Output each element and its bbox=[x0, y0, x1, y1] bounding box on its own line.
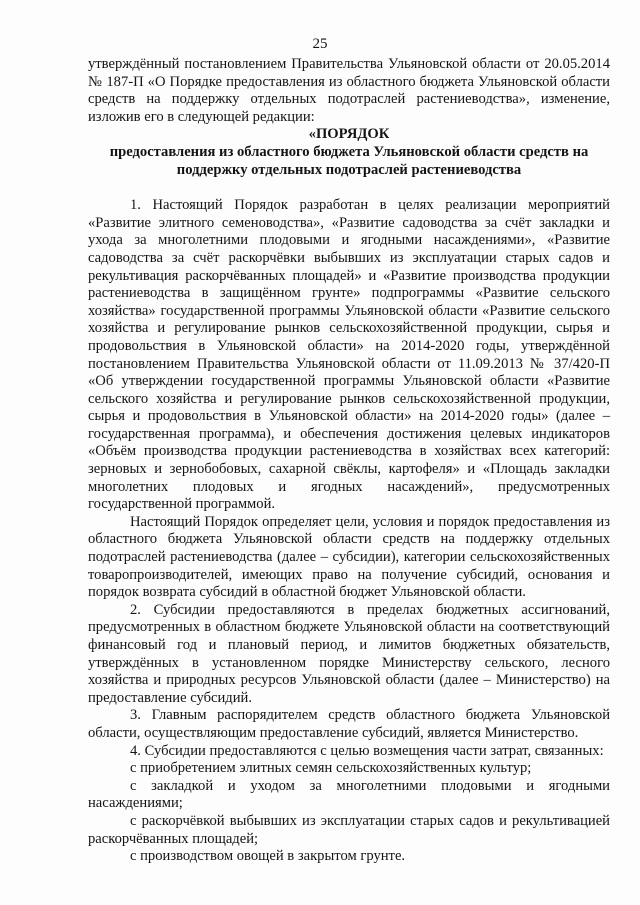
list-item: с производством овощей в закрытом грунте. bbox=[130, 848, 406, 865]
paragraph-2: 2. Субсидии предоставляются в пределах бюджетных ассигнований, предусмотренных в областном бюджете Ульяновской области на соответствующий финансовый год и плановый период, и лимитов бюджетных обязательств, утверждённых в установленном порядке Министерству сельского, лесного хозяйства и природных ресурсов Ульяновской области (далее – Министерство) на предоставление субсидий. bbox=[88, 601, 610, 706]
document-body bbox=[88, 56, 610, 866]
page-number: 25 bbox=[312, 36, 328, 52]
section-subtitle: предоставления из областного бюджета Ульяновской области средств на поддержку отдельных подотраслей растениеводства bbox=[109, 143, 589, 178]
list-item: с закладкой и уходом за многолетними плодовыми и ягодными насаждениями; bbox=[88, 777, 610, 812]
paragraph-4: 4. Субсидии предоставляются с целью возмещения части затрат, связанных: bbox=[130, 742, 604, 759]
intro-paragraph: утверждённый постановлением Правительства Ульяновской области от 20.05.2014 № 187-П «О Порядке предоставления из областного бюджета Ульяновской области средств на поддержку отдельных подотраслей растениеводства», изменение, изложив его в следующей редакции: bbox=[88, 56, 610, 125]
paragraph-3: 3. Главным распорядителем средств областного бюджета Ульяновской области, осуществляющим предоставление субсидий, является Министерство. bbox=[88, 707, 610, 741]
section-title: «ПОРЯДОК bbox=[308, 126, 390, 143]
paragraph-1: 1. Настоящий Порядок разработан в целях реализации мероприятий «Развитие элитного семеноводства», «Развитие садоводства за счёт закладки и ухода за многолетними плодовыми и ягодными насаждениями», «Развитие садоводства за счёт раскорчёвки выбывших из эксплуатации старых садов и рекультивация раскорчёванных площадей» и «Развитие производства продукции растениеводства в защищённом грунте» подпрограммы «Развитие сельского хозяйства» государственной программы Ульяновской области «Развитие сельского хозяйства и регулирование рынков сельскохозяйственной продукции, сырья и продовольствия в Ульяновской области» на 2014-2020 годы, утверждённой постановлением Правительства Ульяновской области от 11.09.2013 № 37/420-П «Об утверждении государственной программы Ульяновской области «Развитие сельского хозяйства и регулирование рынков сельскохозяйственной продукции, сырья и продовольствия в Ульяновской области» на 2014-2020 годы» (далее – государственная программа), и обеспечения достижения целевых индикаторов «Объём производства продукции растениеводства в хозяйствах всех категорий: зерновых и зернобобовых, сахарной свёклы, картофеля» и «Площадь закладки многолетних плодовых и ягодных насаждений», предусмотренных государственной программой. bbox=[88, 197, 610, 513]
list-item: с приобретением элитных семян сельскохозяйственных культур; bbox=[130, 760, 532, 777]
list-item: с раскорчёвкой выбывших из эксплуатации старых садов и рекультивацией раскорчёванных площадей; bbox=[88, 812, 610, 847]
paragraph-1-cont: Настоящий Порядок определяет цели, условия и порядок предоставления из областного бюджета Ульяновской области средств на поддержку отдельных подотраслей растениеводства (далее – субсидии), категории сельскохозяйственных товаропроизводителей, имеющих право на получение субсидий, основания и порядок возврата субсидий в областной бюджет Ульяновской области. bbox=[88, 513, 610, 601]
